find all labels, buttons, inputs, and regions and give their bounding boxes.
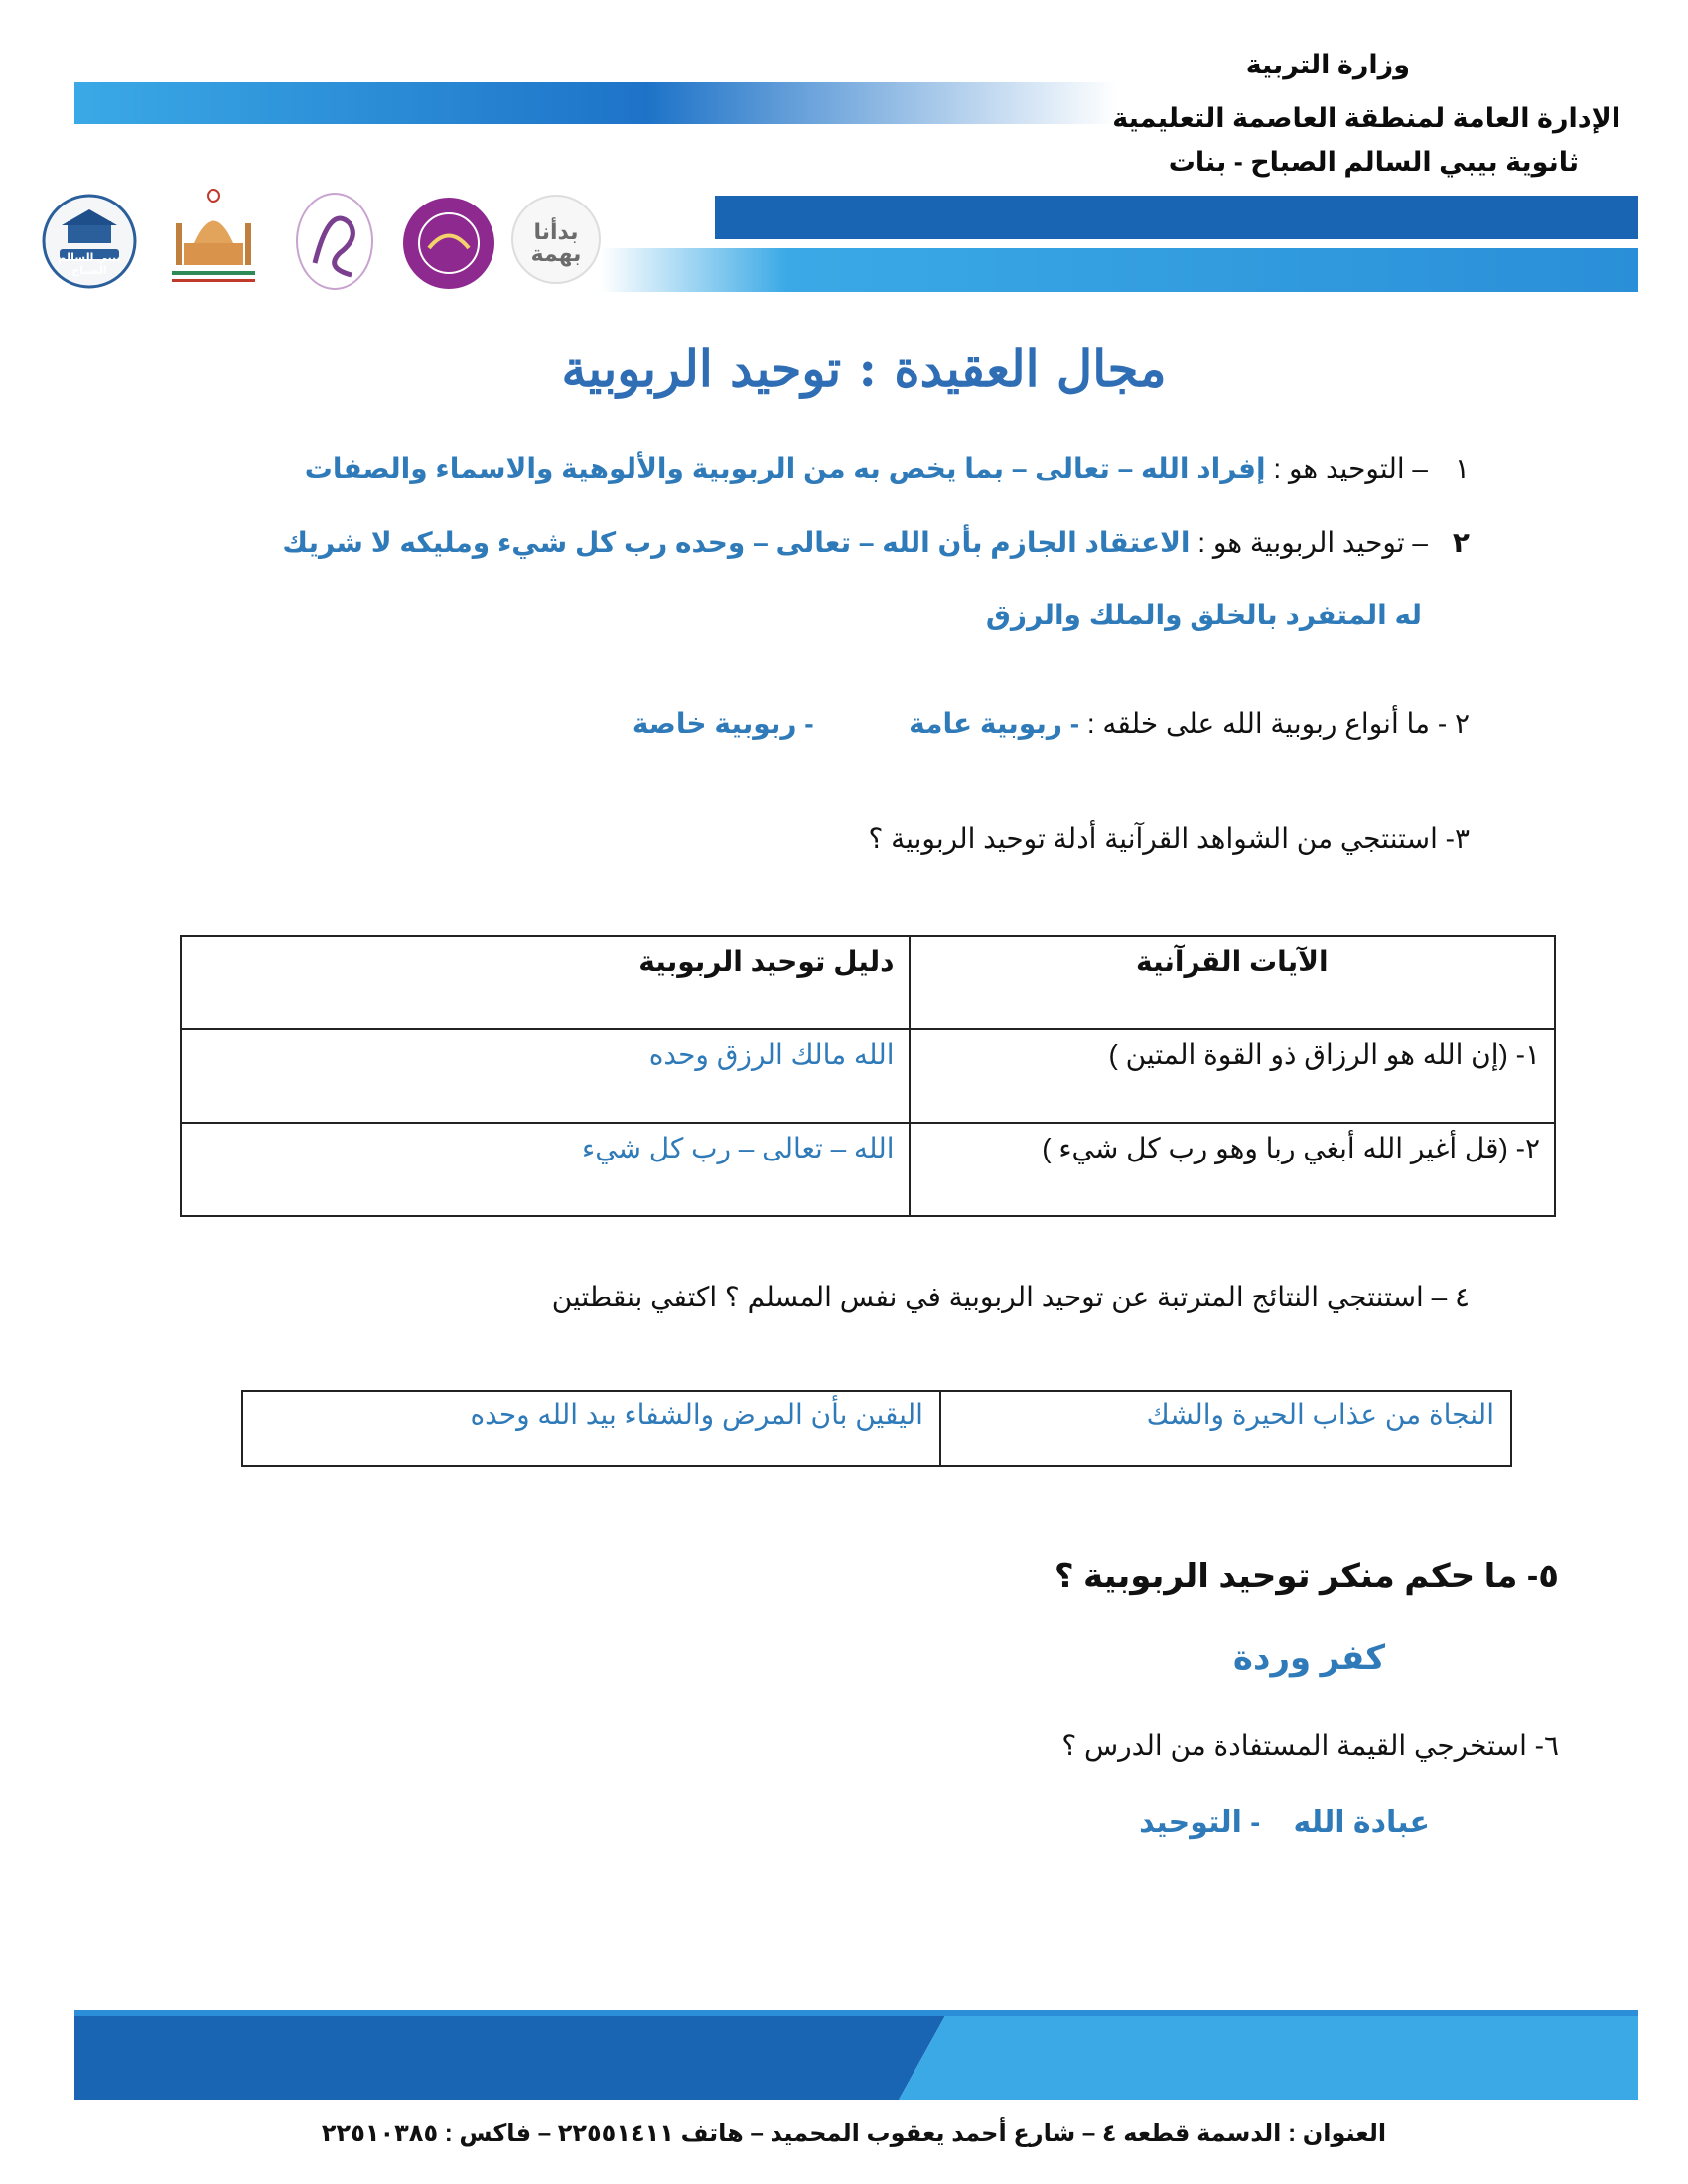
q2-number: ٢ xyxy=(1452,527,1470,558)
q3-answer-special: - ربوبية خاصة xyxy=(632,708,814,739)
table-header-row xyxy=(181,936,1555,1029)
table-row xyxy=(181,1123,1555,1216)
q7-answer: عبادة الله - التوحيد xyxy=(1139,1806,1430,1839)
q6-answer: كفر وردة xyxy=(1232,1639,1385,1677)
school-name: ثانوية بيبي السالم الصباح - بنات xyxy=(1168,147,1579,177)
result-cell-2: اليقين بأن المرض والشفاء بيد الله وحده xyxy=(242,1391,940,1466)
directorate-name: الإدارة العامة لمنطقة العاصمة التعليمية xyxy=(1112,103,1620,133)
header-stripe-dark xyxy=(715,196,1638,239)
q2-lead: – توحيد الربوبية هو : xyxy=(1190,527,1428,558)
school-logo-text: بيبي السالم الصباح xyxy=(58,252,121,277)
q2-answer-b: له المتفرد بالخلق والملك والرزق xyxy=(985,600,1422,630)
header-stripe-top xyxy=(74,82,1117,124)
header-proof: دليل توحيد الربوبية xyxy=(181,936,910,1029)
q5-line: ٤ – استنتجي النتائج المترتبة عن توحيد الربوبية في نفس المسلم ؟ اكتفي بنقطتين xyxy=(551,1282,1470,1312)
table-row xyxy=(242,1391,1511,1466)
ministry-name: وزارة التربية xyxy=(1245,50,1410,79)
q2-answer-a: الاعتقاد الجازم بأن الله – تعالى – وحده رب كل شيء ومليكه لا شريك xyxy=(282,527,1191,558)
header-stripe-light xyxy=(601,248,1638,292)
header-verses: الآيات القرآنية xyxy=(910,936,1555,1029)
verses-table xyxy=(180,935,1556,1217)
q3-lead: ٢ - ما أنواع ربوبية الله على خلقه : xyxy=(1079,708,1470,739)
results-table xyxy=(241,1390,1512,1467)
purple-badge-icon xyxy=(399,194,498,293)
q1-line xyxy=(305,452,1428,484)
q3-answer-general: - ربوبية عامة xyxy=(909,708,1080,739)
q7-line: ٦- استخرجي القيمة المستفادة من الدرس ؟ xyxy=(1061,1730,1559,1761)
logos-strip xyxy=(40,184,596,298)
footer-address: العنوان : الدسمة قطعه ٤ – شارع أحمد يعقوب المحميد – هاتف ٢٢٥٥١٤١١ – فاكس : ٢٢٥١٠٣٨٥ xyxy=(321,2120,1387,2147)
footer-stripe xyxy=(74,2010,1638,2100)
q6-line: ٥- ما حكم منكر توحيد الربوبية ؟ xyxy=(1054,1558,1559,1595)
q3-line xyxy=(633,707,1470,740)
q1-number: ١ xyxy=(1454,453,1470,483)
q1-lead: – التوحيد هو : xyxy=(1265,453,1428,483)
verse-cell: ١- (إن الله هو الرزاق ذو القوة المتين ) xyxy=(910,1029,1555,1123)
q2-line xyxy=(282,526,1428,559)
proof-cell: الله – تعالى – رب كل شيء xyxy=(181,1123,910,1216)
result-cell-1: النجاة من عذاب الحيرة والشك xyxy=(940,1391,1511,1466)
verse-cell: ٢- (قل أغير الله أبغي ربا وهو رب كل شيء ) xyxy=(910,1123,1555,1216)
page-title: مجال العقيدة : توحيد الربوبية xyxy=(561,340,1167,398)
q1-answer: إفراد الله – تعالى – بما يخص به من الربوبية والألوهية والاسماء والصفات xyxy=(304,453,1266,483)
table-row xyxy=(181,1029,1555,1123)
q4-line: ٣- استنتجي من الشواهد القرآنية أدلة توحيد الربوبية ؟ xyxy=(868,823,1470,854)
bada-logo-text: بدأنا بهمة xyxy=(530,219,582,266)
calligraphy-logo-icon xyxy=(290,184,379,298)
mosque-logo-icon xyxy=(154,184,273,298)
proof-cell: الله مالك الرزق وحده xyxy=(181,1029,910,1123)
